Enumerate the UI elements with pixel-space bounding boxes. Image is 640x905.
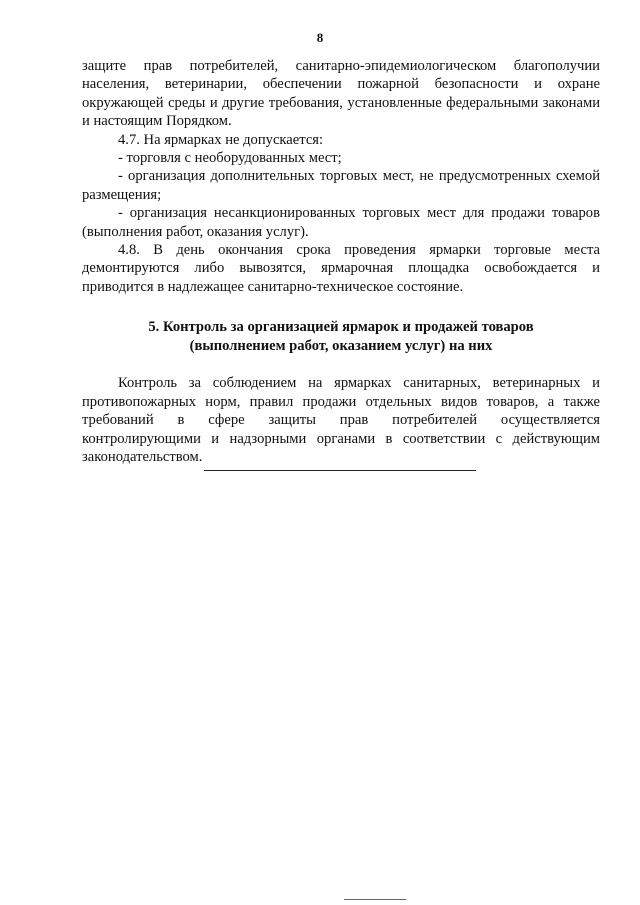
document-body [82, 57, 600, 467]
end-of-document-rule [204, 470, 476, 471]
footer-mark-rule [344, 899, 406, 900]
section-5-heading-line-2: (выполнением работ, оказанием услуг) на них [189, 337, 493, 354]
list-item: - организация несанкционированных торговых мест для продажи товаров (выполнения работ, оказания услуг). [82, 205, 600, 240]
clause-4-7: 4.7. На ярмарках не допускается: [118, 131, 324, 148]
page-number: 8 [316, 30, 324, 45]
continued-paragraph: защите прав потребителей, санитарно-эпидемиологическом благополучии населения, ветеринарии, обеспечении пожарной безопасности и охране окружающей среды и другие требования, установленные федеральными законами и настоящим Порядком. [82, 58, 600, 130]
section-5-heading [82, 318, 600, 355]
list-item: - организация дополнительных торговых мест, не предусмотренных схемой размещения; [82, 168, 600, 203]
section-5-paragraph: Контроль за соблюдением на ярмарках санитарных, ветеринарных и противопожарных норм, правил продажи отдельных видов товаров, а также требований в сфере защиты прав потребителей осуществляется контролирующими и надзорными органами в соответствии с действующим законодательством. [82, 375, 600, 466]
clause-4-8: 4.8. В день окончания срока проведения ярмарки торговые места демонтируются либо вывозятся, ярмарочная площадка освобождается и приводится в надлежащее санитарно-техническое состояние. [82, 242, 600, 295]
list-item: - торговля с необорудованных мест; [118, 150, 342, 167]
section-5-heading-line-1: 5. Контроль за организацией ярмарок и продажей товаров [148, 319, 534, 336]
